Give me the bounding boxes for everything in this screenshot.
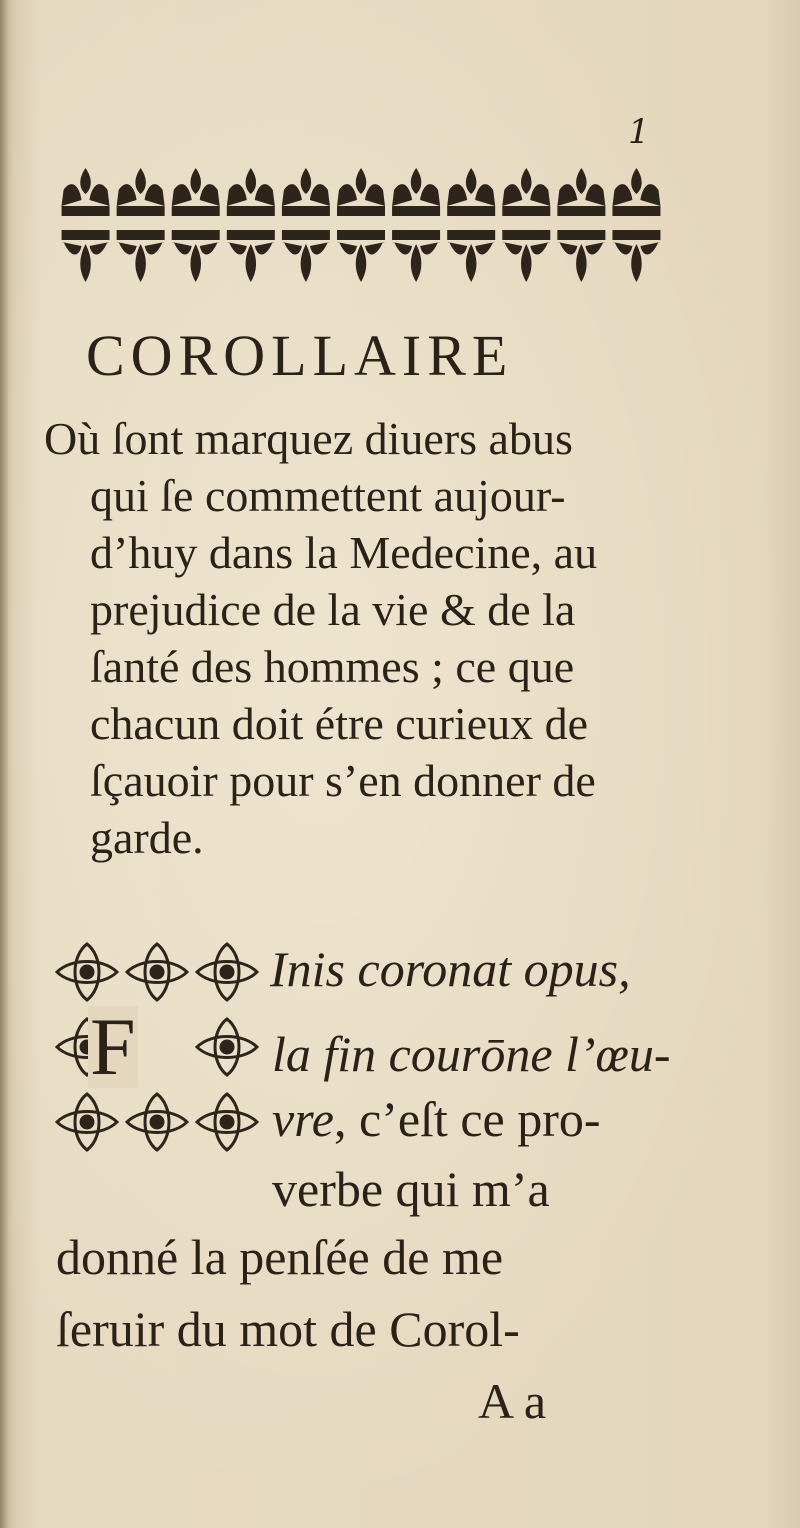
summary-line: qui ſe commettent aujour- <box>90 470 566 521</box>
summary-line: Où ſont marquez diuers abus <box>44 413 573 464</box>
body-line: donné la penſée de me <box>56 1229 504 1285</box>
fleuron-icon <box>502 168 550 216</box>
body-line: ſeruir du mot de Corol- <box>56 1301 520 1357</box>
body-word: , c’eſt ce pro- <box>334 1091 601 1147</box>
fleuron-icon <box>227 230 275 282</box>
fleuron-icon <box>392 168 440 216</box>
fleuron-icon <box>612 168 660 216</box>
catchword: A a <box>478 1373 547 1429</box>
drop-cap: F <box>90 1001 136 1092</box>
fleuron-icon <box>502 230 550 282</box>
fleuron-icon <box>337 168 385 216</box>
fleuron-icon <box>282 168 330 216</box>
floral-tile-center-icon <box>81 1116 93 1128</box>
chapter-title: COROLLAIRE <box>86 323 514 388</box>
floral-tile-center-icon <box>221 966 233 978</box>
fleuron-icon <box>117 230 165 282</box>
fleuron-icon <box>447 230 495 282</box>
fleuron-icon <box>557 168 605 216</box>
body-line: Inis coronat opus, <box>270 941 631 997</box>
summary-line: ſçauoir pour s’en donner de <box>90 755 596 806</box>
summary-line: d’huy dans la Medecine, au <box>90 527 598 578</box>
summary-line: ſanté des hommes ; ce que <box>90 641 575 692</box>
floral-tile-center-icon <box>81 966 93 978</box>
summary-line: prejudice de la vie & de la <box>90 584 576 635</box>
fleuron-icon <box>227 168 275 216</box>
body-word: vre <box>272 1091 334 1147</box>
binding-gutter <box>0 0 8 1528</box>
fleuron-icon <box>557 230 605 282</box>
page-number: 1 <box>628 112 650 152</box>
fleuron-icon <box>172 230 220 282</box>
fleuron-band-icon <box>58 160 664 290</box>
floral-dropcap-frame-icon <box>52 935 262 1165</box>
body-line: verbe qui m’a <box>272 1161 550 1217</box>
floral-tile-center-icon <box>221 1041 233 1053</box>
fleuron-icon <box>62 168 110 216</box>
fleuron-icon <box>447 168 495 216</box>
floral-tile-center-icon <box>151 1116 163 1128</box>
fleuron-icon <box>612 230 660 282</box>
chapter-summary <box>44 410 684 866</box>
fleuron-icon <box>172 168 220 216</box>
fleuron-icon <box>337 230 385 282</box>
fleuron-icon <box>282 230 330 282</box>
body-line: la fin courōne l’œu- <box>272 1026 671 1082</box>
fleuron-icon <box>392 230 440 282</box>
summary-line: chacun doit étre curieux de <box>90 698 589 749</box>
floral-tile-center-icon <box>151 966 163 978</box>
fleuron-icon <box>62 230 110 282</box>
summary-line: garde. <box>90 812 204 863</box>
fleuron-icon <box>117 168 165 216</box>
body-line <box>272 1090 601 1148</box>
floral-tile-center-icon <box>221 1116 233 1128</box>
